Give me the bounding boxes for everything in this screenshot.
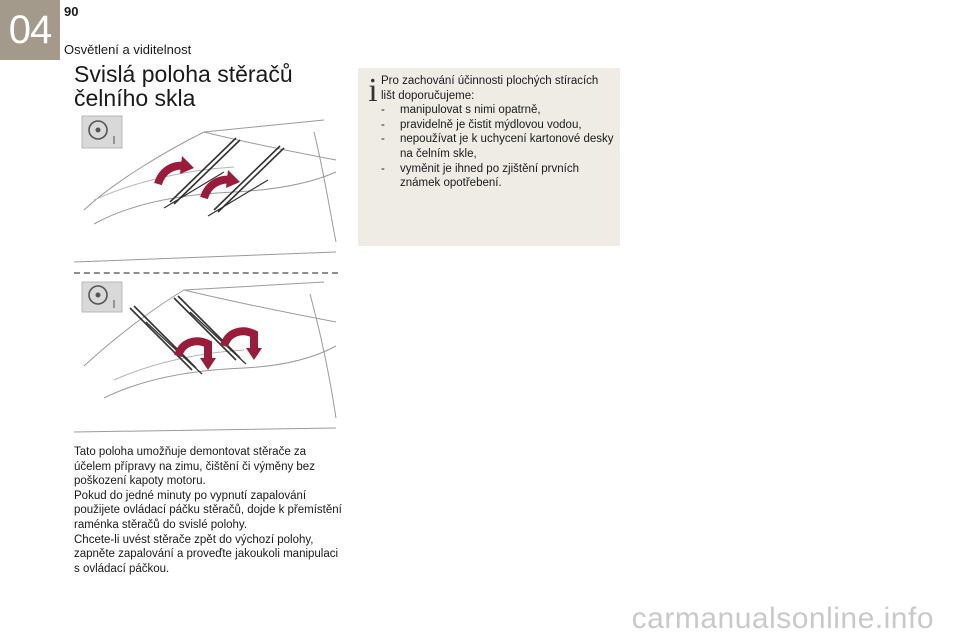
body-paragraph: Chcete-li uvést stěrače zpět do výchozí polohy, zapněte zapalování a proveďte jakoukoli manipulaci s ovládací páčkou.	[74, 533, 339, 575]
info-list	[381, 103, 615, 191]
list-item	[381, 132, 615, 161]
list-bullet: -	[381, 104, 385, 117]
wipers-raised-drawing	[74, 112, 338, 270]
body-paragraph: Pokud do jedné minuty po vypnutí zapalování použijete ovládací páčku stěračů, dojde k přemístění raménka stěračů do svislé polohy.	[74, 489, 342, 531]
raise-arrow-icon	[158, 156, 194, 184]
wipers-lowered-drawing	[74, 278, 338, 438]
illustration-divider	[74, 272, 338, 274]
list-item	[381, 103, 615, 118]
section-name: Osvětlení a viditelnost	[64, 42, 192, 57]
list-item-text: manipulovat s nimi opatrně,	[400, 104, 541, 117]
body-paragraph: Tato poloha umožňuje demontovat stěrače za účelem přípravy na zimu, čištění či výměny bez poškození kapoty motoru.	[74, 446, 315, 488]
raise-arrow-icon	[204, 170, 240, 198]
wipers-lowered-illustration	[74, 278, 338, 438]
list-item	[381, 162, 615, 191]
info-content	[381, 74, 615, 191]
list-item-text: pravidelně je čistit mýdlovou vodou,	[400, 118, 582, 131]
list-item-text: vyměnit je ihned po zjištění prvních známek opotřebení.	[400, 162, 579, 190]
body-text	[74, 445, 342, 576]
steering-wheel-icon	[82, 116, 122, 148]
list-bullet: -	[381, 118, 385, 131]
wipers-raised-illustration	[74, 112, 338, 270]
lower-arrow-icon	[224, 331, 262, 360]
list-bullet: -	[381, 162, 385, 175]
list-bullet: -	[381, 133, 385, 146]
page-number: 90	[64, 4, 79, 19]
steering-wheel-icon	[82, 282, 122, 312]
list-item	[381, 118, 615, 133]
info-intro: Pro zachování účinnosti plochých stíracích lišt doporučujeme:	[381, 75, 599, 102]
page-title: Svislá poloha stěračů čelního skla	[74, 61, 293, 111]
chapter-number-tab: 04	[0, 0, 60, 60]
info-icon: i	[368, 72, 378, 109]
watermark: carmanualsonline.info	[631, 602, 934, 635]
info-box	[358, 68, 620, 246]
list-item-text: nepoužívat je k uchycení kartonové desky na čelním skle,	[400, 133, 614, 160]
